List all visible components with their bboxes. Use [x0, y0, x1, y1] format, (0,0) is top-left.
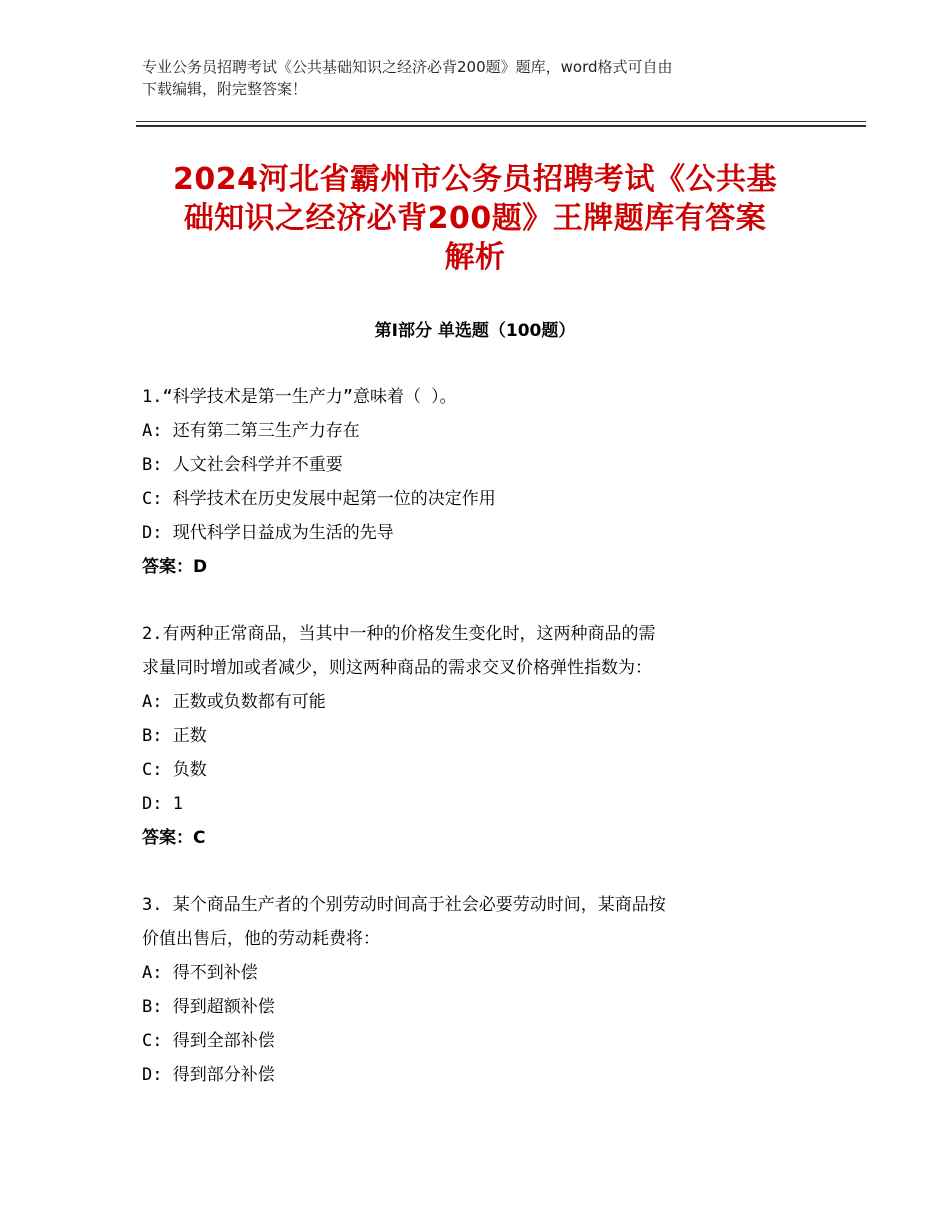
header-note-line-2: 下载编辑，附完整答案！	[142, 80, 308, 98]
document-title-line-2: 础知识之经济必背200题》王牌题库有答案	[183, 201, 767, 236]
question-3	[142, 888, 842, 1092]
option-b: B: 正数	[142, 726, 207, 746]
option-c: C: 科学技术在历史发展中起第一位的决定作用	[142, 489, 496, 509]
document-title	[140, 160, 810, 277]
document-title-line-1: 2024河北省霸州市公务员招聘考试《公共基	[173, 162, 777, 197]
option-b: B: 人文社会科学并不重要	[142, 455, 343, 475]
option-a: A: 得不到补偿	[142, 963, 258, 983]
document-title-line-3: 解析	[444, 240, 506, 275]
question-stem-line-1: 3. 某个商品生产者的个别劳动时间高于社会必要劳动时间，某商品按	[142, 895, 666, 915]
option-d: D: 得到部分补偿	[142, 1065, 275, 1085]
question-stem-line-1: 2.有两种正常商品，当其中一种的价格发生变化时，这两种商品的需	[142, 624, 656, 644]
option-c: C: 负数	[142, 760, 207, 780]
option-d: D: 现代科学日益成为生活的先导	[142, 523, 394, 543]
option-c: C: 得到全部补偿	[142, 1031, 275, 1051]
header-note	[142, 56, 802, 100]
header-divider	[136, 121, 866, 127]
question-stem: 1.“科学技术是第一生产力”意味着（ ）。	[142, 387, 457, 407]
answer: 答案：D	[142, 557, 208, 577]
option-b: B: 得到超额补偿	[142, 997, 275, 1017]
option-a: A: 还有第二第三生产力存在	[142, 421, 360, 441]
option-d: D: 1	[142, 794, 183, 814]
question-list	[142, 380, 842, 1125]
header-note-line-1: 专业公务员招聘考试《公共基础知识之经济必背200题》题库，word格式可自由	[142, 58, 673, 76]
option-a: A: 正数或负数都有可能	[142, 692, 326, 712]
answer: 答案：C	[142, 828, 206, 848]
question-stem-line-2: 价值出售后，他的劳动耗费将：	[142, 929, 380, 949]
question-2	[142, 617, 842, 855]
section-title: 第Ⅰ部分 单选题（100题）	[374, 321, 576, 341]
question-stem-line-2: 求量同时增加或者减少，则这两种商品的需求交叉价格弹性指数为：	[142, 658, 652, 678]
question-1	[142, 380, 842, 584]
